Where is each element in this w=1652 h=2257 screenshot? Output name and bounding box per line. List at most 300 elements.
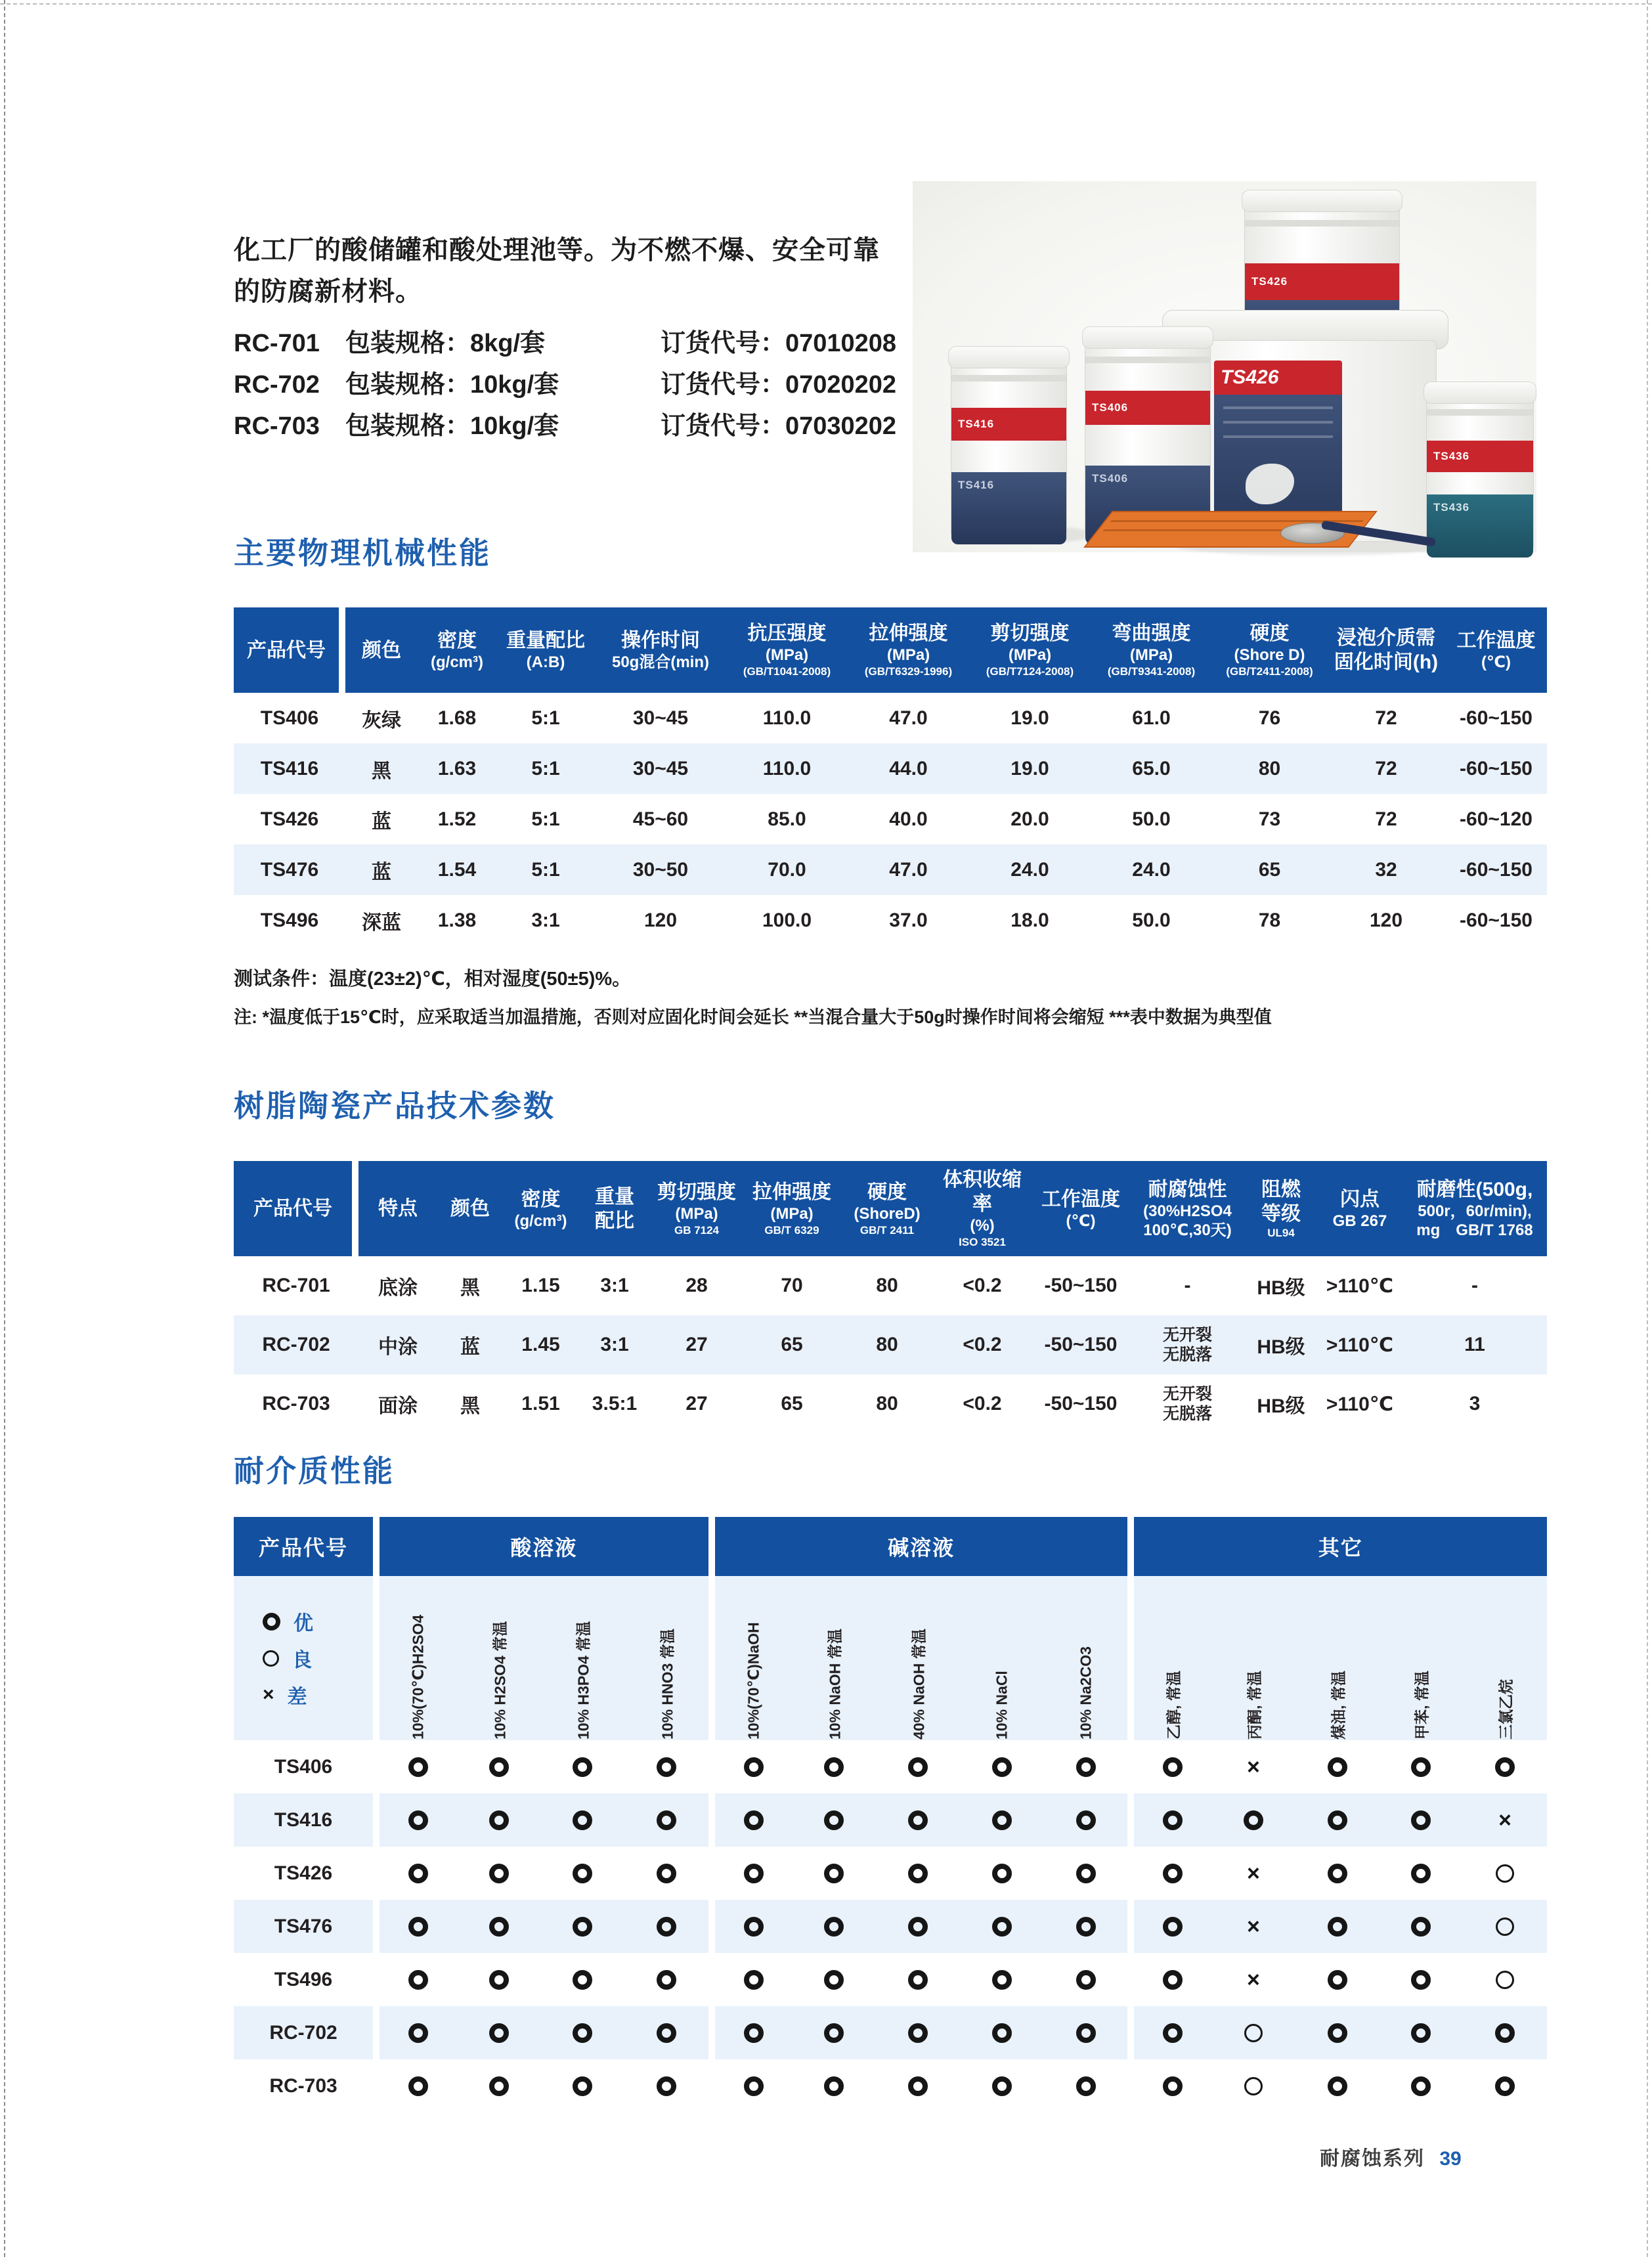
order-code: 订货代号：07010208	[661, 330, 897, 357]
excellent-icon	[1163, 1757, 1183, 1777]
excellent-icon	[908, 1864, 928, 1883]
test-conditions-note: 测试条件：温度(23±2)℃，相对湿度(50±5)%。	[234, 969, 632, 990]
header-line: (℃)	[1481, 653, 1511, 671]
table-cell: 30~45	[632, 707, 689, 729]
product-code: RC-701	[234, 330, 320, 357]
rating-cell	[708, 1900, 793, 1953]
column-header	[595, 607, 726, 693]
table-cell: 120	[643, 909, 678, 931]
excellent-icon	[573, 2023, 592, 2043]
excellent-icon	[744, 1757, 764, 1777]
jar-lid	[948, 346, 1070, 368]
rating-cell	[540, 1953, 624, 2006]
crop-mark-left	[4, 0, 5, 2257]
table-row	[234, 693, 1547, 743]
section-title-resin-ceramic-params: 树脂陶瓷产品技术参数	[234, 1089, 555, 1123]
column-header	[359, 1161, 437, 1256]
table-row	[234, 1953, 1547, 2006]
excellent-icon	[1163, 1864, 1183, 1883]
excellent-icon	[1076, 2023, 1096, 2043]
column-header	[1317, 1161, 1402, 1256]
table-cell: 72	[1375, 808, 1397, 830]
rating-cell	[708, 1793, 793, 1847]
header-line: (GB/T7124-2008)	[986, 665, 1074, 678]
table-cell: >110℃	[1317, 1315, 1402, 1374]
rating-cell	[793, 2006, 877, 2059]
excellent-icon	[744, 1864, 764, 1883]
excellent-icon	[744, 1917, 764, 1937]
excellent-icon	[824, 2023, 844, 2043]
excellent-icon	[1495, 1757, 1515, 1777]
excellent-icon	[657, 1970, 676, 1990]
table-cell: 47.0	[848, 844, 969, 895]
intro-line-2: 的防腐新材料。	[234, 277, 422, 306]
media-label-text: 三氯乙烷	[1497, 1679, 1515, 1740]
rating-cell	[1044, 1900, 1128, 1953]
table-cell: 70.0	[726, 844, 848, 895]
table-cell: 80	[1212, 743, 1327, 794]
table-head	[234, 607, 1547, 693]
media-label-text: 10% NaCl	[993, 1671, 1011, 1740]
rating-cell	[793, 1953, 877, 2006]
media-label-text: 10%(70℃)NaOH	[745, 1622, 762, 1740]
jar-lid	[1424, 382, 1536, 404]
excellent-icon	[657, 1757, 676, 1777]
bucket-label-band	[1214, 361, 1342, 395]
table-row	[234, 844, 1547, 895]
rating-cell	[1380, 2059, 1464, 2113]
table-cell: 120	[1369, 909, 1403, 931]
jar-ring	[951, 375, 1066, 382]
excellent-icon	[824, 1917, 844, 1937]
jar-ring	[1427, 409, 1533, 416]
packaging-spec-list	[234, 323, 930, 447]
excellent-icon	[408, 1970, 428, 1990]
table-cell: 蓝	[345, 844, 418, 895]
label-line	[1223, 421, 1333, 424]
excellent-icon	[1495, 2023, 1515, 2043]
rating-cell	[540, 1793, 624, 1847]
excellent-icon	[1076, 1917, 1096, 1937]
column-header	[1032, 1161, 1130, 1256]
rating-cell	[1211, 1740, 1295, 1793]
excellent-icon	[1328, 1864, 1347, 1883]
table-cell: 3	[1469, 1393, 1481, 1414]
table-cell: -	[1184, 1275, 1191, 1296]
rating-cell	[624, 1793, 708, 1847]
rating-cell	[1463, 1847, 1547, 1900]
table-body	[234, 1740, 1547, 2113]
media-column-label	[1463, 1576, 1547, 1740]
header-line: (MPa)	[675, 1204, 718, 1223]
table-cell: 24.0	[969, 844, 1091, 895]
rating-cell	[708, 1740, 793, 1793]
table-cell: 61.0	[1132, 707, 1171, 729]
column-header	[1130, 1161, 1245, 1256]
footer-page-number: 39	[1439, 2148, 1462, 2170]
poor-icon: ×	[1247, 1967, 1260, 1992]
header-line: 密度	[437, 630, 477, 651]
excellent-icon	[263, 1613, 280, 1631]
rating-cell	[540, 1847, 624, 1900]
header-line: 重量	[595, 1185, 634, 1208]
rating-cell	[793, 2059, 877, 2113]
product-code-cell: TS416	[234, 1793, 373, 1847]
table-cell: 28	[685, 1275, 708, 1296]
product-code-cell: TS476	[234, 1900, 373, 1953]
table-cell: 76	[1258, 707, 1281, 729]
rating-cell	[1295, 2006, 1380, 2059]
table-cell	[1130, 1315, 1245, 1374]
jar-left-band	[951, 472, 1066, 544]
excellent-icon	[908, 2076, 928, 2096]
table-cell: 110.0	[726, 743, 848, 794]
header-line: (g/cm³)	[514, 1212, 567, 1230]
excellent-icon	[908, 1810, 928, 1830]
rating-cell	[793, 1740, 877, 1793]
excellent-icon	[1411, 2076, 1431, 2096]
media-column-label	[540, 1576, 624, 1740]
table-cell: 深蓝	[362, 911, 401, 934]
rating-cell	[457, 2059, 541, 2113]
group-header: 碱溶液	[708, 1517, 1128, 1576]
table-cell: HB级	[1257, 1395, 1305, 1417]
rating-cell	[876, 1740, 960, 1793]
excellent-icon	[1411, 1757, 1431, 1777]
table-cell: 3:1	[531, 909, 560, 931]
excellent-icon	[1076, 1970, 1096, 1990]
rating-cell	[960, 1793, 1044, 1847]
table-cell: 27	[685, 1393, 708, 1414]
rating-cell	[1127, 1953, 1211, 2006]
table-body	[234, 693, 1547, 946]
table-cell: 黑	[460, 1395, 480, 1417]
table-cell: TS496	[260, 909, 319, 931]
table-header-row	[234, 1161, 1547, 1256]
excellent-icon	[489, 2076, 509, 2096]
table-row	[234, 895, 1547, 946]
table-cell: HB级	[1257, 1277, 1305, 1299]
column-header	[1091, 607, 1212, 693]
excellent-icon	[1328, 1757, 1347, 1777]
product-code-cell: RC-702	[234, 2006, 373, 2059]
header-line: (30%H2SO4	[1143, 1202, 1232, 1220]
table-cell: 1.54	[418, 844, 496, 895]
product-photo	[913, 181, 1536, 552]
rating-cell	[624, 1847, 708, 1900]
header-line: 工作温度	[1041, 1188, 1120, 1210]
product-code-cell: TS496	[274, 1968, 333, 1990]
rating-cell	[1127, 1900, 1211, 1953]
header-line: (MPa)	[1008, 646, 1052, 664]
rating-cell	[876, 1793, 960, 1847]
crop-mark-right	[1647, 0, 1648, 2257]
rating-cell	[373, 2006, 457, 2059]
rating-cell	[1295, 1740, 1380, 1793]
excellent-icon	[1244, 1810, 1263, 1830]
table-row	[234, 1256, 1547, 1315]
header-line: 特点	[378, 1198, 418, 1219]
excellent-icon	[744, 1810, 764, 1830]
poor-icon: ×	[1247, 1754, 1260, 1780]
section-title-physical-properties: 主要物理机械性能	[234, 536, 491, 570]
media-column-label	[960, 1576, 1044, 1740]
rating-cell	[960, 1953, 1044, 2006]
excellent-icon	[1411, 1810, 1431, 1830]
excellent-icon	[573, 1864, 592, 1883]
jar-right	[1426, 382, 1534, 553]
rating-cell	[457, 1900, 541, 1953]
table-cell: 30~50	[595, 844, 726, 895]
table-cell: 1.38	[437, 909, 477, 931]
table-cell: 1.63	[418, 743, 496, 794]
rating-cell	[1380, 1900, 1464, 1953]
rating-cell	[1044, 1847, 1128, 1900]
table-row	[234, 1847, 1547, 1900]
excellent-icon	[824, 2076, 844, 2096]
table-cell: 73	[1258, 808, 1281, 830]
packaging-spec-line	[234, 406, 930, 447]
page-footer	[1320, 2142, 1462, 2171]
table-cell: 1.15	[521, 1275, 560, 1296]
header-line: 弯曲强度	[1112, 623, 1191, 644]
excellent-icon	[1328, 1970, 1347, 1990]
rating-cell	[1463, 1900, 1547, 1953]
excellent-icon	[573, 1757, 592, 1777]
header-line: (℃)	[1066, 1212, 1096, 1230]
excellent-icon	[657, 1917, 676, 1937]
header-line: 耐腐蚀性	[1148, 1179, 1227, 1200]
excellent-icon	[992, 1810, 1012, 1830]
excellent-icon	[489, 1917, 509, 1937]
rating-cell	[373, 1847, 457, 1900]
excellent-icon	[992, 1970, 1012, 1990]
rating-cell	[1127, 2006, 1211, 2059]
header-line: 颜色	[362, 639, 401, 661]
excellent-icon	[908, 1917, 928, 1937]
header-line: 重量配比	[506, 630, 585, 651]
rating-cell	[373, 2059, 457, 2113]
column-header	[418, 607, 496, 693]
rating-cell	[624, 1740, 708, 1793]
media-column-label	[1127, 1576, 1211, 1740]
media-column-label	[793, 1576, 877, 1740]
table-header-row	[234, 607, 1547, 693]
table-cell: 1.68	[437, 707, 477, 729]
header-line: 浸泡介质需	[1337, 627, 1435, 649]
rating-cell	[1463, 1953, 1547, 2006]
bucket-label-text: TS426	[1221, 366, 1279, 388]
table-cell: -50~150	[1044, 1275, 1118, 1296]
table-cell	[1130, 1374, 1245, 1434]
jar-left-label	[951, 408, 1066, 441]
rating-cell	[876, 2006, 960, 2059]
excellent-icon	[908, 2023, 928, 2043]
excellent-icon	[992, 1757, 1012, 1777]
excellent-icon	[1163, 1970, 1183, 1990]
table-cell: 中涂	[359, 1315, 437, 1374]
header-line: 操作时间	[621, 630, 700, 651]
good-icon	[1244, 2024, 1263, 2042]
table-cell: 3.5:1	[592, 1393, 638, 1414]
physical-properties-table	[234, 607, 1547, 946]
excellent-icon	[489, 1757, 509, 1777]
table-cell: 80	[841, 1315, 933, 1374]
excellent-icon	[1076, 1864, 1096, 1883]
table-notes	[234, 964, 1272, 1028]
legend-item	[263, 1680, 373, 1709]
table-cell: -60~120	[1460, 808, 1532, 830]
rating-cell	[876, 1847, 960, 1900]
crop-mark-top	[0, 3, 1652, 5]
cell-line: 无脱落	[1162, 1346, 1212, 1364]
table-cell: 70	[781, 1275, 803, 1296]
table-cell: 蓝	[372, 810, 391, 833]
table-cell: -60~150	[1445, 844, 1547, 895]
rating-cell	[1295, 1847, 1380, 1900]
table-cell: 24.0	[1091, 844, 1212, 895]
excellent-icon	[824, 1864, 844, 1883]
header-line: (GB/T1041-2008)	[743, 665, 831, 678]
column-header	[234, 607, 345, 693]
rating-cell	[457, 1953, 541, 2006]
bucket-label	[1214, 361, 1342, 521]
table-cell: 32	[1327, 844, 1445, 895]
header-line: 体积收缩率	[943, 1169, 1022, 1215]
rating-cell	[1380, 1953, 1464, 2006]
order-code: 订货代号：07030202	[661, 412, 897, 440]
excellent-icon	[408, 1864, 428, 1883]
intro-block	[234, 230, 930, 447]
excellent-icon	[1163, 2076, 1183, 2096]
excellent-icon	[992, 1864, 1012, 1883]
column-header	[1245, 1161, 1317, 1256]
label-line	[1223, 406, 1333, 409]
table-cell: 5:1	[496, 844, 595, 895]
table-cell: 40.0	[889, 808, 928, 830]
intro-line-1: 化工厂的酸储罐和酸处理池等。为不燃不爆、安全可靠	[234, 236, 880, 265]
group-header: 酸溶液	[373, 1517, 708, 1576]
column-header	[496, 607, 595, 693]
packaging-spec-line	[234, 323, 930, 364]
column-header	[234, 1161, 359, 1256]
header-line: 100℃,30天)	[1143, 1221, 1232, 1239]
rating-cell	[960, 1900, 1044, 1953]
excellent-icon	[657, 1810, 676, 1830]
excellent-icon	[408, 1757, 428, 1777]
table-cell: 100.0	[762, 909, 812, 931]
media-label-text: 煤油, 常温	[1330, 1671, 1347, 1740]
rating-cell	[708, 2006, 793, 2059]
header-line: GB/T 6329	[764, 1223, 819, 1237]
legend-item	[263, 1607, 373, 1636]
column-header	[1402, 1161, 1547, 1256]
table-row	[234, 1900, 1547, 1953]
table-cell: 19.0	[969, 743, 1091, 794]
column-header	[437, 1161, 503, 1256]
header-line: GB 7124	[674, 1223, 720, 1237]
rating-cell	[624, 1953, 708, 2006]
column-header	[848, 607, 969, 693]
table-cell: 37.0	[889, 909, 928, 931]
table-cell: 蓝	[437, 1315, 503, 1374]
excellent-icon	[992, 2023, 1012, 2043]
footnote: 注: *温度低于15℃时，应采取适当加温措施，否则对应固化时间会延长 **当混合量大于50g时操作时间将会缩短 ***表中数据为典型值	[234, 1007, 1272, 1027]
good-icon	[1496, 1971, 1514, 1989]
media-label-text: 乙醇, 常温	[1165, 1671, 1183, 1740]
header-line: 拉伸强度	[752, 1181, 831, 1203]
rating-cell	[793, 1900, 877, 1953]
excellent-icon	[1328, 1810, 1347, 1830]
jar-mid-label-text: TS406	[1092, 401, 1129, 414]
cell-line: 无开裂	[1162, 1326, 1212, 1344]
rating-cell	[1044, 1740, 1128, 1793]
excellent-icon	[1076, 1810, 1096, 1830]
header-line: (A:B)	[526, 653, 565, 671]
excellent-icon	[489, 1970, 509, 1990]
excellent-icon	[657, 2076, 676, 2096]
header-line: (MPa)	[770, 1204, 814, 1223]
excellent-icon	[1076, 2076, 1096, 2096]
table-cell: 1.45	[503, 1315, 578, 1374]
poor-icon: ×	[263, 1684, 274, 1705]
table-row	[234, 743, 1547, 794]
rating-cell	[540, 2006, 624, 2059]
jar-lid	[1242, 190, 1402, 212]
order-code: 订货代号：07020202	[661, 371, 897, 399]
table-cell: -	[1471, 1275, 1478, 1296]
table-cell: RC-702	[234, 1315, 359, 1374]
table-cell: HB级	[1245, 1315, 1317, 1374]
excellent-icon	[1411, 2023, 1431, 2043]
table-cell: 5:1	[531, 707, 560, 729]
legend-label: 优	[293, 1613, 316, 1634]
table-row	[234, 2059, 1547, 2113]
table-cell: 黑	[460, 1277, 480, 1299]
rating-cell	[1044, 1953, 1128, 2006]
packaging-spec: 包装规格：8kg/套	[345, 330, 546, 357]
header-line: 固化时间(h)	[1334, 651, 1439, 673]
excellent-icon	[573, 1917, 592, 1937]
header-line: 硬度	[1250, 623, 1290, 644]
table-head	[234, 1517, 1547, 1740]
media-label-text: 10% H2SO4 常温	[491, 1621, 509, 1740]
rating-cell	[1127, 2059, 1211, 2113]
table-cell: 灰绿	[362, 709, 401, 732]
rating-cell	[960, 2006, 1044, 2059]
jar-top-label	[1245, 263, 1399, 300]
jar-right-band-text: TS436	[1433, 501, 1470, 514]
table-cell: 19.0	[1011, 707, 1049, 729]
cell-line: 无开裂	[1162, 1385, 1212, 1403]
excellent-icon	[489, 2023, 509, 2043]
jar-mid	[1085, 327, 1211, 540]
header-line: GB/T 2411	[859, 1223, 915, 1237]
column-header	[1212, 607, 1327, 693]
rating-cell	[1127, 1740, 1211, 1793]
jar-mid-label	[1085, 391, 1210, 425]
header-line: 产品代号	[253, 1198, 332, 1219]
rating-cell	[540, 1900, 624, 1953]
product-code: RC-702	[234, 371, 320, 399]
rating-cell	[1127, 1847, 1211, 1900]
table-cell: -50~150	[1044, 1393, 1118, 1414]
rating-cell	[1044, 1793, 1128, 1847]
header-line: 拉伸强度	[869, 623, 948, 644]
header-line: 剪切强度	[990, 623, 1070, 644]
table-cell: TS426	[260, 808, 319, 830]
column-header-product-code: 产品代号	[234, 1517, 373, 1576]
